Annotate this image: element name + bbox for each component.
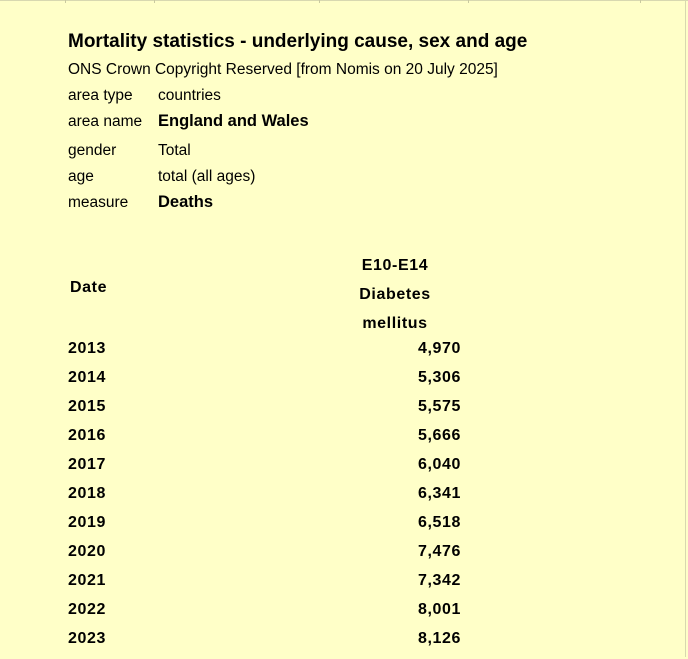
row-year: 2013 bbox=[68, 340, 106, 357]
table-row bbox=[0, 630, 688, 659]
row-year: 2014 bbox=[68, 369, 106, 386]
meta-label: measure bbox=[68, 194, 129, 211]
table-row bbox=[0, 398, 688, 427]
row-year: 2020 bbox=[68, 543, 106, 560]
meta-row-measure bbox=[68, 193, 213, 212]
row-year: 2021 bbox=[68, 572, 106, 589]
date-column-header: Date bbox=[70, 279, 108, 296]
meta-row-age bbox=[68, 168, 255, 186]
cause-column-header bbox=[320, 251, 470, 338]
meta-value: England and Wales bbox=[158, 112, 309, 130]
row-deaths: 8,001 bbox=[417, 601, 461, 618]
row-year: 2022 bbox=[68, 601, 106, 618]
page-title: Mortality statistics - underlying cause, sex and age bbox=[68, 31, 528, 52]
table-row bbox=[0, 340, 688, 369]
table-row bbox=[0, 369, 688, 398]
row-year: 2019 bbox=[68, 514, 106, 531]
cause-name-line-2: mellitus bbox=[362, 315, 428, 332]
column-divider bbox=[154, 0, 155, 3]
row-year: 2023 bbox=[68, 630, 106, 647]
meta-row-area-type bbox=[68, 87, 221, 105]
column-divider bbox=[468, 0, 469, 3]
meta-label: age bbox=[68, 168, 94, 185]
column-divider bbox=[640, 0, 641, 3]
row-year: 2018 bbox=[68, 485, 106, 502]
table-row bbox=[0, 427, 688, 456]
table-row bbox=[0, 456, 688, 485]
row-deaths: 6,040 bbox=[417, 456, 461, 473]
column-divider bbox=[65, 0, 66, 3]
table-row bbox=[0, 485, 688, 514]
row-year: 2017 bbox=[68, 456, 106, 473]
row-deaths: 6,518 bbox=[417, 514, 461, 531]
row-deaths: 7,476 bbox=[417, 543, 461, 560]
table-row bbox=[0, 514, 688, 543]
row-deaths: 7,342 bbox=[417, 572, 461, 589]
copyright-source: ONS Crown Copyright Reserved [from Nomis on 20 July 2025] bbox=[68, 61, 498, 78]
row-deaths: 4,970 bbox=[417, 340, 461, 357]
table-row bbox=[0, 601, 688, 630]
row-deaths: 6,341 bbox=[417, 485, 461, 502]
meta-label: gender bbox=[68, 142, 117, 159]
grid-top-border bbox=[0, 0, 688, 3]
row-deaths: 8,126 bbox=[417, 630, 461, 647]
meta-label: area name bbox=[68, 113, 143, 130]
meta-value: Deaths bbox=[158, 193, 214, 211]
meta-value: countries bbox=[158, 87, 221, 104]
meta-value: Total bbox=[158, 142, 191, 159]
meta-value: total (all ages) bbox=[158, 168, 256, 185]
cause-code: E10-E14 bbox=[361, 257, 429, 274]
row-year: 2015 bbox=[68, 398, 106, 415]
row-year: 2016 bbox=[68, 427, 106, 444]
meta-row-area-name bbox=[68, 112, 309, 131]
meta-row-gender bbox=[68, 142, 191, 160]
table-row bbox=[0, 543, 688, 572]
column-divider bbox=[319, 0, 320, 3]
row-deaths: 5,306 bbox=[417, 369, 461, 386]
row-deaths: 5,575 bbox=[417, 398, 461, 415]
row-deaths: 5,666 bbox=[417, 427, 461, 444]
cause-name-line-1: Diabetes bbox=[359, 286, 431, 303]
table-row bbox=[0, 572, 688, 601]
meta-label: area type bbox=[68, 87, 133, 104]
